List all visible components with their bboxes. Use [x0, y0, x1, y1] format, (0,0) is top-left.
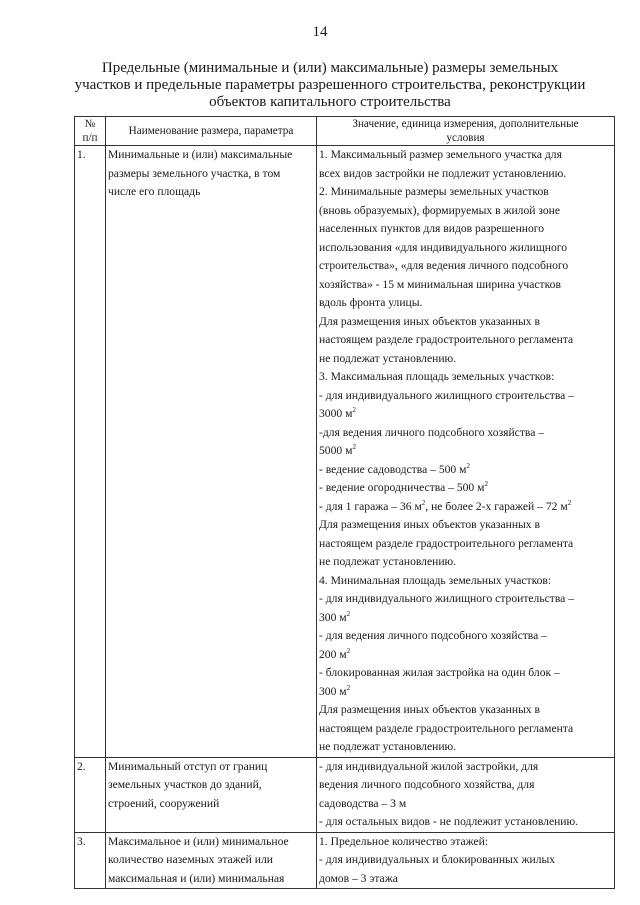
header-number — [75, 117, 106, 146]
header-value — [317, 117, 615, 146]
parameter-value-line: домов – 3 этажа — [319, 871, 398, 885]
parameter-value — [317, 146, 615, 758]
header-number-line: № — [84, 118, 96, 130]
parameter-value-line: Для размещения иных объектов указанных в — [319, 703, 540, 716]
heading-line: объектов капитального строительства — [209, 94, 451, 110]
parameter-name-line: Минимальный отступ от границ — [108, 759, 268, 773]
parameter-value-line: 300 $м^2$ — [319, 609, 351, 624]
parameter-value-line: - ведение садоводства – 500 $м^2$ — [319, 461, 470, 476]
parameter-name-line: строений, сооружений — [108, 796, 220, 810]
parameter-value-line: не подлежат установлению. — [319, 740, 457, 753]
parameter-name-line: земельных участков до зданий, — [108, 778, 262, 791]
parameter-name-line: размеры земельного участка, в том — [108, 166, 281, 180]
parameter-value-line: настоящем разделе градостроительного регламента — [319, 536, 574, 550]
parameter-name-line: количество наземных этажей или — [108, 853, 273, 866]
parameter-name — [106, 146, 317, 758]
parameter-value-line: Для размещения иных объектов указанных в — [319, 314, 540, 328]
header-number-line: п/п — [82, 132, 98, 144]
parameter-name-line: Максимальное и (или) минимальное — [108, 834, 289, 848]
parameter-value — [317, 832, 615, 889]
parameter-value-line: использования «для индивидуального жилищного — [319, 240, 568, 254]
parameter-value-line: хозяйства» - 15 м минимальная ширина участков — [319, 277, 561, 291]
parameter-value-line: не подлежат установлению. — [319, 351, 457, 365]
header-value-line: условия — [446, 132, 485, 144]
parameter-value-line: настоящем разделе градостроительного регламента — [319, 333, 574, 346]
parameter-value-line: 200 $м^2$ — [319, 646, 351, 661]
parameter-value-line: 3000 $м^2$ — [319, 406, 356, 420]
parameter-value — [317, 757, 615, 832]
parameter-value-line: - для индивидуального жилищного строительства – — [319, 592, 574, 605]
table-row — [75, 832, 615, 889]
heading-line: участков и предельные параметры разрешенного строительства, реконструкции — [74, 77, 586, 93]
parameter-value-line: (вновь образуемых), формируемых в жилой зоне — [319, 203, 561, 217]
parameter-value-line: 300 $м^2$ — [319, 683, 351, 698]
parameter-value-line: всех видов застройки не подлежит установлению. — [319, 166, 567, 180]
parameter-value-line: 1. Максимальный размер земельного участка для — [319, 148, 562, 161]
row-number: 1. — [75, 146, 106, 758]
parameter-value-line: 4. Минимальная площадь земельных участков: — [319, 573, 552, 587]
parameter-value-line: 2. Минимальные размеры земельных участков — [319, 185, 549, 198]
parameter-value-line: - ведение огородничества – 500 $м^2$ — [319, 480, 488, 494]
parameter-value-line: - для индивидуального жилищного строительства – — [319, 388, 574, 402]
table-row — [75, 146, 615, 758]
table-body — [75, 146, 615, 889]
parameter-value-line: 3. Максимальная площадь земельных участков: — [319, 370, 555, 383]
header-value-line: Значение, единица измерения, дополнительные — [352, 118, 579, 130]
parameter-name-line: числе его площадь — [108, 185, 201, 198]
parameter-value-line: садоводства – 3 м — [319, 796, 407, 810]
row-number: 3. — [75, 832, 106, 889]
parameter-name — [106, 757, 317, 832]
parameter-name-line: Минимальные и (или) максимальные — [108, 148, 293, 161]
parameter-name — [106, 832, 317, 889]
parameter-value-line: настоящем разделе градостроительного регламента — [319, 721, 574, 735]
parameter-value-line: населенных пунктов для видов разрешенного — [319, 222, 545, 235]
parameter-name-line: максимальная и (или) минимальная — [108, 871, 285, 885]
row-number: 2. — [75, 757, 106, 832]
parameters-table — [74, 116, 615, 889]
parameter-value-line: - для 1 гаража – 36 $м^2$, не более 2-х гаражей – 72 $м^2$ — [319, 498, 572, 513]
parameter-value-line: Для размещения иных объектов указанных в — [319, 518, 540, 531]
table-header-row — [75, 117, 615, 146]
parameter-value-line: вдоль фронта улицы. — [319, 296, 423, 309]
parameter-value-line: 1. Предельное количество этажей: — [319, 834, 489, 848]
parameter-value-line: строительства», «для ведения личного подсобного — [319, 259, 569, 272]
parameter-value-line: - блокированная жилая застройка на один блок – — [319, 666, 560, 679]
heading-line: Предельные (минимальные и (или) максимальные) размеры земельных — [101, 60, 559, 76]
page-number: 14 — [312, 24, 328, 40]
parameter-value-line: - для ведения личного подсобного хозяйства – — [319, 629, 547, 642]
document-heading — [70, 60, 590, 111]
parameter-value-line: - для индивидуальных и блокированных жилых — [319, 853, 556, 866]
header-name: Наименование размера, параметра — [106, 117, 317, 146]
parameter-value-line: - для остальных видов - не подлежит установлению. — [319, 815, 579, 828]
parameter-value-line: - для индивидуальной жилой застройки, для — [319, 759, 539, 773]
table-row — [75, 757, 615, 832]
parameter-value-line: 5000 $м^2$ — [319, 443, 356, 457]
parameter-value-line: ведения личного подсобного хозяйства, для — [319, 778, 535, 791]
parameter-value-line: -для ведения личного подсобного хозяйства – — [319, 425, 545, 439]
parameter-value-line: не подлежат установлению. — [319, 555, 457, 568]
